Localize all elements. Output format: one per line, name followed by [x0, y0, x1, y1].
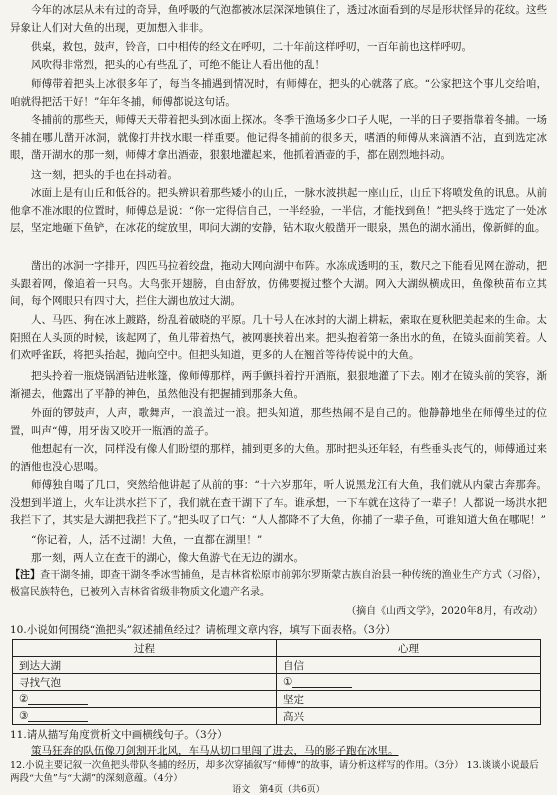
table-row	[13, 674, 541, 691]
question-12: 12.小说主要记叙一次鱼把头带队冬捕的经历，却多次穿插叙写“师傅”的故事，请分析这样写的作用。（3分） 13.谈谈小说最后两段“大鱼”与“大湖”的深刻意蕴。（4分）	[10, 760, 539, 784]
note-label: 【注】	[10, 570, 41, 581]
header-mind: 心理	[277, 640, 541, 657]
question-11-quote: 策马狂奔的队伍像刀剑割开北风，车马从切口里闯了进去，马的影子跑在冰里。	[31, 745, 399, 757]
story-paragraph-15: 那一刻，两人立在查干的湖心，像大鱼游弋在无边的湖水。	[31, 552, 304, 564]
annotation-note	[10, 567, 547, 601]
table-row	[13, 708, 541, 725]
source-citation: （摘自《山西文学》，2020年8月，有改动）	[346, 606, 543, 617]
story-paragraph-11: 外面的锣鼓声，人声，歌舞声，一浪盖过一浪。把头知道，那些热闹不是自己的。他静静地坐在师傅坐过的位置，叫声“傅，用牙齿又咬开一瓶酒的盖子。	[10, 407, 547, 437]
cell-mind: 坚定	[277, 691, 541, 708]
table-header-row	[13, 640, 541, 657]
story-paragraph-12: 他想起有一次，同样没有像人们盼望的那样，捕到更多的大鱼。那时把头还年轻，有些垂头丧气的，师傅通过来的酒他也没心思喝。	[10, 443, 547, 473]
story-paragraph-3: 风吹得非常烈，把头的心有些乱了，可绝不能让人看出他的乱！	[31, 59, 325, 71]
table-row	[13, 691, 541, 708]
header-process: 过程	[13, 640, 277, 657]
story-paragraph-8: 凿出的冰洞一字排开，四匹马拉着绞盘，拖动大网向湖中布阵。水冻成透明的玉，数尺之下能看见网在游动，把头跟着网，像追着一只鸟。大鸟张开翅膀，自由舒放，仿佛要搅过整个大湖。网入大湖纵横成田，鱼像秧苗布立其间，每个网眼只有四寸大，拦住大湖也放过大湖。	[10, 260, 547, 308]
story-paragraph-7: 冰面上是有山丘和低谷的。把头辨识着那些矮小的山丘，一脉水波拱起一座山丘，山丘下将喷发鱼的讯息。从前他拿不准冰眼的位置时，师傅总是说：“你一定得信自己，一半经验，一半信，才能找到鱼！”把头终于选定了一处冰层，坚定地砸下鱼铲，在冰花的绽放里，叩问大湖的安静，钻木取火般凿开一眼泉，黑色的湖水涌出，像新鲜的血。	[10, 187, 547, 235]
cell-mind: 自信	[277, 657, 541, 674]
question-10: 10.小说如何围绕“渔把头”叙述捕鱼经过？请梳理文章内容，填写下面表格。（3分）	[10, 624, 396, 636]
question-13: 13.谈谈小说最后两段“大鱼”与“大湖”的深刻意蕴。（4分）	[10, 760, 539, 784]
page-footer: 语文 第4页（共6页）	[232, 785, 325, 795]
story-paragraph-10: 把头拎着一瓶烧锅酒钻进帐篷，像师傅那样，两手颤抖着拧开酒瓶，狠狠地灌了下去。刚才在镜头前的笑容，渐渐褪去，他露出了平静的神色，虽然他没有把握捕到那条大鱼。	[10, 370, 547, 400]
story-paragraph-13: 师傅独自喝了几口，突然给他讲起了从前的事：“十六岁那年，听人说黑龙江有大鱼，我们就从内蒙古奔那奔。没想到半道上，火车让洪水拦下了，我们就在查干湖下了车。谁承想，一下车就在这待了一辈子！人都说一场洪水把我拦下了，其实是大湖把我拦下了。”把头叹了口气：“人人都降不了大鱼，你捕了一辈子鱼，可谁知道大鱼在哪呢！”	[10, 479, 547, 527]
note-text: 查干湖冬捕，即查干湖冬季冰雪捕鱼，是吉林省松原市前郭尔罗斯蒙古族自治县一种传统的渔业生产方式（习俗），极富民族特色，已被列入吉林省省级非物质文化遗产名录。	[10, 570, 548, 598]
story-paragraph-14: “你记着，人，活不过湖！大鱼，一直都在湖里！”	[31, 534, 263, 546]
cell-process: ③	[13, 708, 277, 725]
answer-blank[interactable]	[28, 710, 88, 722]
cell-mind: ①	[277, 674, 541, 691]
cell-process: 到达大湖	[13, 657, 277, 674]
story-paragraph-2: 供桌，救包，鼓声，铃音，口中相传的经文在呼叨，二十年前这样呼叨，一百年前也这样呼叨。	[31, 41, 472, 53]
cell-process: ②	[13, 691, 277, 708]
answer-blank[interactable]	[28, 693, 88, 705]
answer-table	[12, 639, 541, 725]
answer-blank[interactable]	[292, 676, 352, 688]
cell-process: 寻找气泡	[13, 674, 277, 691]
table-row	[13, 657, 541, 674]
story-paragraph-9: 人、马匹、狗在冰上踱路，纷乱着破晓的平原。几十号人在冰封的大湖上耕耘，索取在夏秋肥美起来的生命。太阳照在人头顶的时候，该起网了，鱼儿带着热气，被网裹挟着出来。把头抱着第一条出水的鱼，在镜头面前笑着。人们欢呼雀跃，将把头抬起，抛向空中。但把头知道，更多的人在翘首等待传说中的大鱼。	[10, 314, 547, 362]
story-paragraph-4: 师傅带着把头上冰很多年了，每当冬捕遇到情况时，有师傅在，把头的心就落了底。“公家把这个事儿交给咱，咱就得把活干好！”年年冬捕，师傅都说这句话。	[10, 78, 547, 108]
story-paragraph-1: 今年的冰层从未有过的奇异，鱼呼吸的气泡都被冰层深深地镇住了，透过冰面看到的尽是形状怪异的花纹。这些异象让人们对大鱼的出现，更加想入非非。	[10, 4, 547, 34]
cell-mind: 高兴	[277, 708, 541, 725]
question-11: 11.请从描写角度赏析文中画横线句子。（3分）	[10, 729, 228, 741]
story-paragraph-6: 这一刻，把头的手也在抖动着。	[31, 169, 178, 181]
story-paragraph-5: 冬捕前的那些天，师傅天天带着把头到冰面上探冰。冬季干渔场多少口子人呢，一半的日子要指靠着冬捕。一场冬捕在哪儿凿开冰洞，就像打井找水眼一样重要。他记得冬捕前的很多天，嗜酒的师傅从来滴酒不沾，直到选定冰眼，凿开湖水的那一刻，师傅才拿出酒壶，狠狠地灌起来，他抓着酒壶的手，都在剧烈地抖动。	[10, 114, 547, 162]
